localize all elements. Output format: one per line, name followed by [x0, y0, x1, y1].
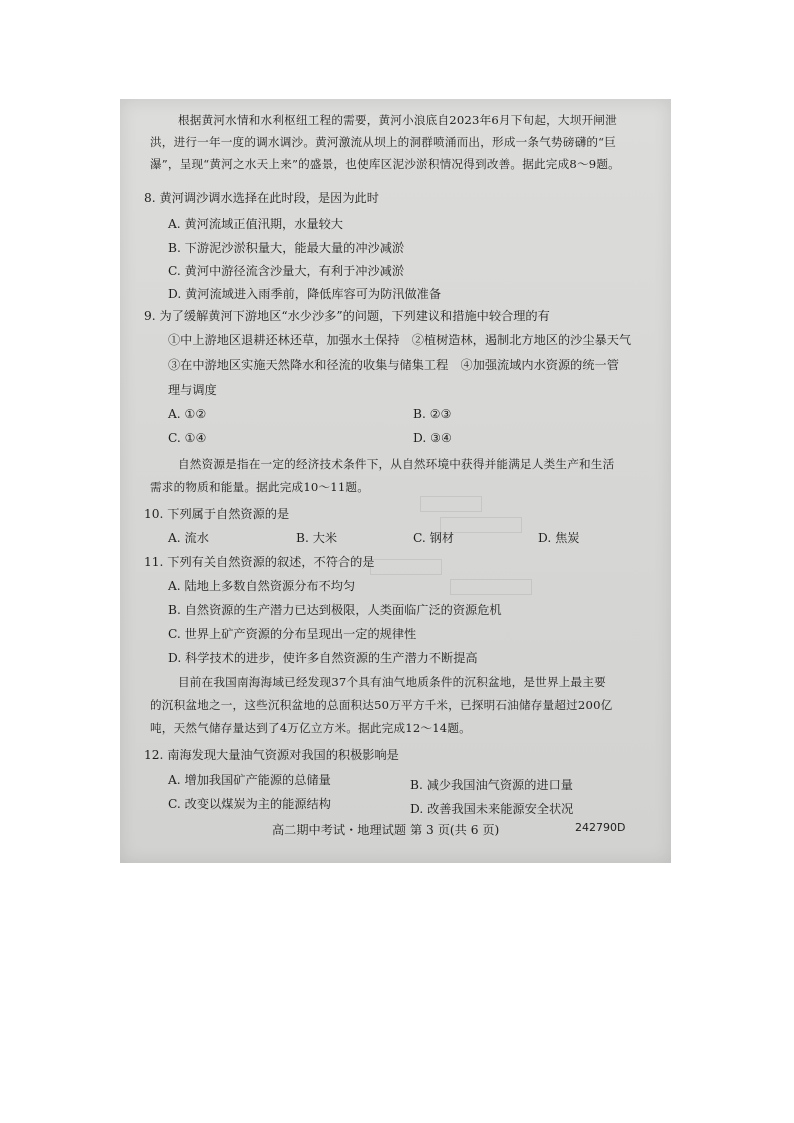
bleed-through-box	[370, 559, 442, 575]
bleed-through-box	[420, 496, 482, 512]
question-9-item-line-1: ①中上游地区退耕还林还草，加强水土保持 ②植树造林，遏制北方地区的沙尘暴天气	[168, 333, 632, 347]
passage-2-line-1: 自然资源是指在一定的经济技术条件下，从自然环境中获得并能满足人类生产和生活	[178, 457, 615, 471]
exam-page-photo	[120, 99, 671, 863]
passage-3-line-3: 吨，天然气储存量达到了4万亿立方米。据此完成12～14题。	[150, 721, 471, 735]
bleed-through-box	[450, 579, 532, 595]
question-8-option-a: A. 黄河流域正值汛期，水量较大	[168, 217, 343, 231]
question-11-option-c: C. 世界上矿产资源的分布呈现出一定的规律性	[168, 627, 417, 641]
question-9-option-c: C. ①④	[168, 431, 207, 445]
question-9-stem: 9. 为了缓解黄河下游地区“水少沙多”的问题，下列建议和措施中较合理的有	[144, 309, 550, 323]
question-12-option-c: C. 改变以煤炭为主的能源结构	[168, 797, 331, 811]
question-8-option-c: C. 黄河中游径流含沙量大，有利于冲沙减淤	[168, 264, 405, 278]
question-9-option-d: D. ③④	[413, 431, 452, 445]
footer-page-number: 第 3 页(共 6 页)	[410, 823, 500, 837]
question-11-option-a: A. 陆地上多数自然资源分布不均匀	[168, 579, 356, 593]
question-10-option-a: A. 流水	[168, 531, 209, 545]
question-8-stem: 8. 黄河调沙调水选择在此时段，是因为此时	[144, 191, 379, 205]
question-8-option-b: B. 下游泥沙淤积量大，能最大量的冲沙减淤	[168, 241, 405, 255]
question-11-stem: 11. 下列有关自然资源的叙述，不符合的是	[144, 555, 375, 569]
question-10-stem: 10. 下列属于自然资源的是	[144, 507, 290, 521]
footer-code: 242790D	[575, 821, 626, 834]
question-9-item-line-2: ③在中游地区实施天然降水和径流的收集与储集工程 ④加强流域内水资源的统一管	[168, 358, 619, 372]
question-9-option-a: A. ①②	[168, 407, 207, 421]
passage-3-line-2: 的沉积盆地之一，这些沉积盆地的总面积达50万平方千米，已探明石油储存量超过200亿	[150, 698, 613, 712]
passage-1-line-1: 根据黄河水情和水利枢纽工程的需要，黄河小浪底自2023年6月下旬起，大坝开闸泄	[178, 113, 617, 127]
question-12-option-d: D. 改善我国未来能源安全状况	[410, 802, 574, 816]
question-11-option-b: B. 自然资源的生产潜力已达到极限，人类面临广泛的资源危机	[168, 603, 502, 617]
passage-1-line-3: 瀑”，呈现“黄河之水天上来”的盛景，也使库区泥沙淤积情况得到改善。据此完成8～9题。	[150, 157, 620, 171]
passage-1-line-2: 洪，进行一年一度的调水调沙。黄河激流从坝上的洞群喷涌而出，形成一条气势磅礴的“巨	[150, 135, 617, 149]
question-10-option-b: B. 大米	[296, 531, 338, 545]
question-9-option-b: B. ②③	[413, 407, 452, 421]
page-footer	[120, 821, 671, 841]
question-10-option-c: C. 钢材	[413, 531, 455, 545]
passage-2-line-2: 需求的物质和能量。据此完成10～11题。	[150, 480, 370, 494]
footer-exam-title: 高二期中考试・地理试题	[272, 823, 407, 837]
question-9-item-line-3: 理与调度	[168, 383, 217, 397]
question-8-option-d: D. 黄河流域进入雨季前，降低库容可为防汛做准备	[168, 287, 442, 301]
question-12-stem: 12. 南海发现大量油气资源对我国的积极影响是	[144, 748, 399, 762]
question-12-option-a: A. 增加我国矿产能源的总储量	[168, 773, 331, 787]
passage-3-line-1: 目前在我国南海海域已经发现37个具有油气地质条件的沉积盆地，是世界上最主要	[178, 675, 606, 689]
question-11-option-d: D. 科学技术的进步，使许多自然资源的生产潜力不断提高	[168, 651, 478, 665]
question-12-option-b: B. 减少我国油气资源的进口量	[410, 778, 573, 792]
question-10-option-d: D. 焦炭	[538, 531, 580, 545]
